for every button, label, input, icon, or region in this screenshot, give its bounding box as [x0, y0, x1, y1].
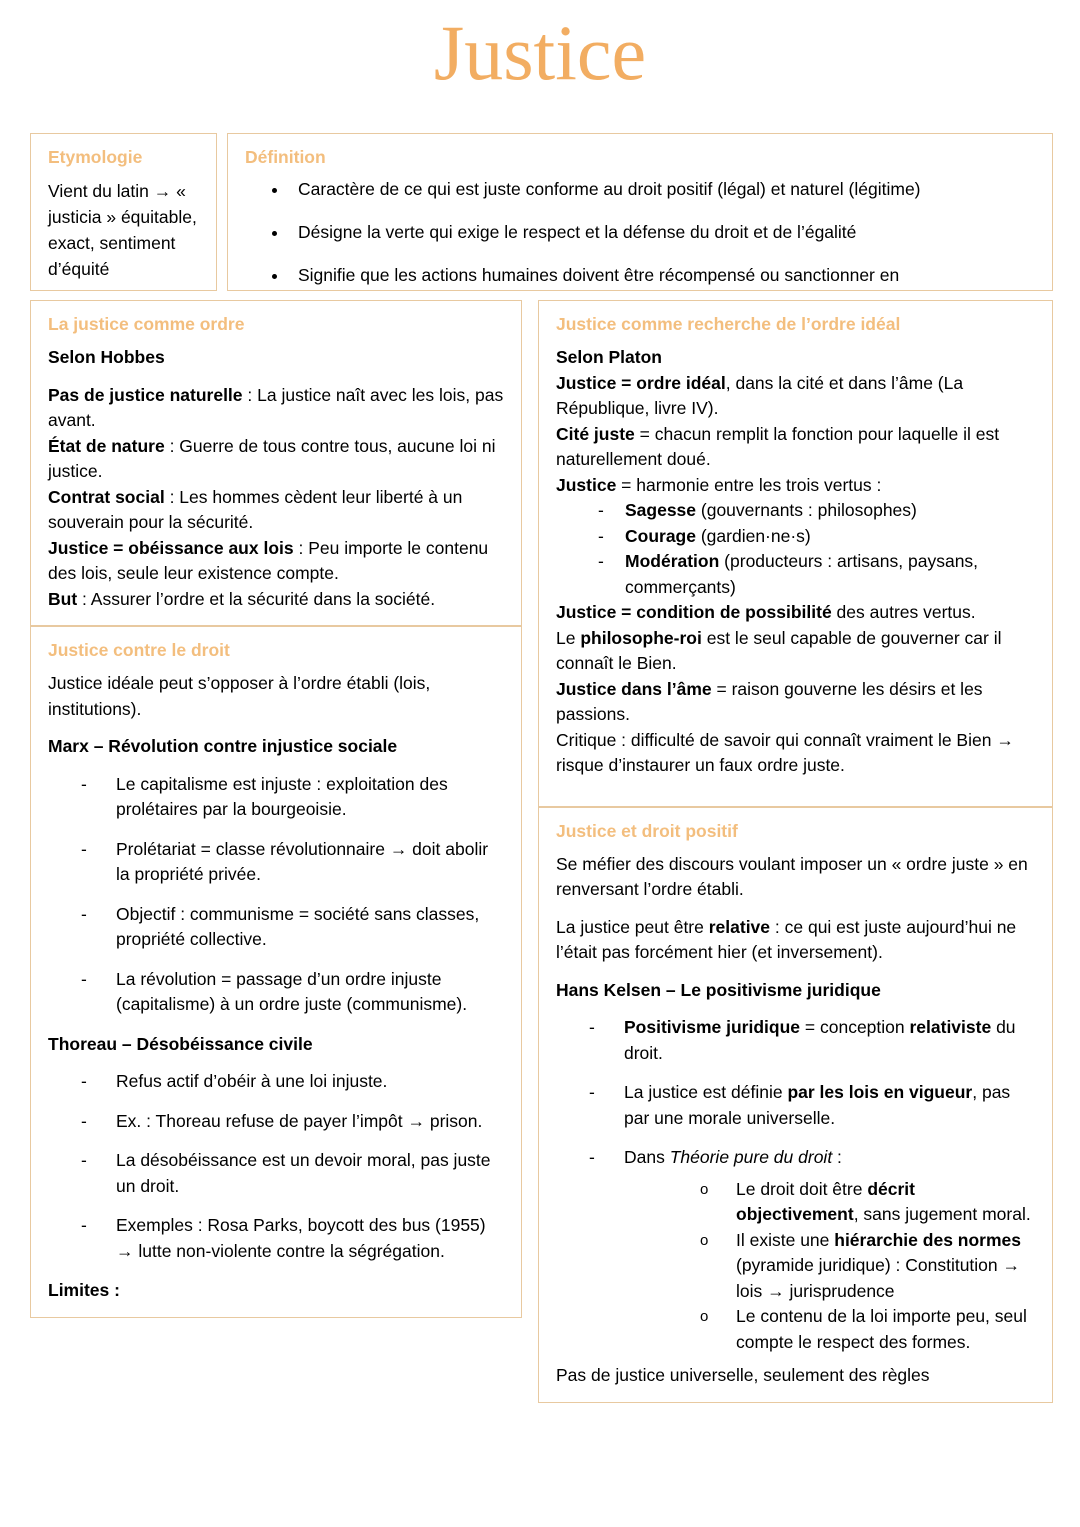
marx-bullet-list	[48, 772, 505, 1018]
hobbes-line-text: : Assurer l’ordre et la sécurité dans la société.	[77, 588, 436, 609]
platon-line-5-pre: Le	[556, 627, 581, 648]
vertu-label: Sagesse	[625, 500, 697, 520]
kelsen-bullet-list	[556, 1015, 1036, 1355]
justice-contre-intro: Justice idéale peut s’opposer à l’ordre établi (lois, institutions).	[48, 673, 431, 719]
platon-line-5-text: est le seul capable de gouverner car il connaît le Bien.	[556, 627, 1002, 673]
bullet-2-label: par les lois en vigueur	[787, 1082, 973, 1102]
hobbes-line-label: Justice = obéissance aux lois	[48, 537, 294, 558]
para-2-label: relative	[708, 916, 771, 937]
selon-platon-subheading: Selon Platon	[556, 347, 662, 367]
list-item: - Objectif : communisme = société sans classes, propriété collective.	[76, 902, 505, 953]
droit-positif-heading: Justice et droit positif	[556, 820, 738, 841]
bullet-2-post: , pas par une morale universelle.	[624, 1082, 1011, 1128]
platon-line-5	[556, 626, 1036, 677]
list-item: - La désobéissance est un devoir moral, pas juste un droit.	[76, 1148, 505, 1199]
top-row	[30, 133, 1053, 291]
list-item: - Exemples : Rosa Parks, boycott des bus (1955) → lutte non-violente contre la ségrégation.	[76, 1213, 505, 1264]
sub-bullet-bold: décrit objectivement	[736, 1178, 915, 1224]
justice-comme-ordre-card	[30, 300, 522, 626]
droit-positif-closing: Pas de justice universelle, seulement des règles	[556, 1365, 930, 1385]
page-title: Justice	[433, 9, 647, 96]
droit-positif-para-1: Se méfier des discours voulant imposer un « ordre juste » en renversant l’ordre établi.	[556, 853, 1028, 899]
platon-line-2	[556, 422, 1036, 473]
platon-line-1-label: Justice = ordre idéal	[556, 372, 726, 393]
hobbes-line	[48, 434, 505, 485]
sub-bullet-pre: Il existe une	[736, 1229, 835, 1250]
hobbes-line	[48, 587, 505, 613]
limites-label: Limites :	[48, 1280, 120, 1300]
sub-bullet-post: (pyramide juridique) : Constitution → lois → jurisprudence	[736, 1255, 1021, 1301]
hobbes-line	[48, 485, 505, 536]
bullet-1-post: du droit.	[624, 1017, 1016, 1063]
droit-positif-para-2	[556, 915, 1036, 966]
vertu-text: (producteurs : artisans, paysans, commerçants)	[625, 551, 979, 597]
vertu-text: (gardien·ne·s)	[695, 525, 811, 546]
sub-bullet-pre: Le droit doit être	[736, 1178, 868, 1199]
bullet-1-label2: relativiste	[909, 1017, 992, 1037]
right-column	[538, 300, 1053, 1403]
sub-bullet-post: , sans jugement moral.	[853, 1204, 1031, 1224]
definition-card	[227, 133, 1053, 291]
list-item	[584, 498, 1036, 524]
hobbes-lines	[48, 383, 505, 613]
justice-comme-ordre-heading: La justice comme ordre	[48, 314, 245, 334]
platon-line-6-text: = raison gouverne les désirs et les passions.	[556, 678, 983, 724]
hobbes-line	[48, 536, 505, 587]
platon-line-2-label: Cité juste	[556, 423, 635, 444]
list-item: - Prolétariat = classe révolutionnaire → doit abolir la propriété privée.	[76, 837, 505, 888]
hobbes-line	[48, 383, 505, 434]
justice-contre-le-droit-card	[30, 626, 522, 1318]
hobbes-line-text: : Guerre de tous contre tous, aucune loi ni justice.	[48, 435, 496, 481]
platon-line-6-label: Justice dans l’âme	[556, 678, 712, 699]
vertu-label: Modération	[625, 551, 720, 571]
para-2-pre: La justice peut être	[556, 916, 709, 937]
hobbes-line-label: État de nature	[48, 435, 165, 456]
hobbes-line-text: : Peu importe le contenu des lois, seule leur existence compte.	[48, 537, 489, 583]
bullet-3-italic-title: Théorie pure du droit	[669, 1147, 833, 1167]
etymologie-card	[30, 133, 217, 291]
platon-line-2-text: = chacun remplit la fonction pour laquelle il est naturellement doué.	[556, 423, 1000, 469]
sub-bullet-bold: hiérarchie des normes	[834, 1229, 1021, 1250]
bullet-1-mid: = conception	[800, 1017, 910, 1037]
kelsen-sub-bullet-list	[624, 1177, 1036, 1356]
bullet-3-post: :	[832, 1147, 842, 1167]
list-item	[584, 1145, 1036, 1355]
platon-line-1-text: , dans la cité et dans l’âme (La République, livre IV).	[556, 372, 964, 418]
list-item: - Le capitalisme est injuste : exploitation des prolétaires par la bourgeoisie.	[76, 772, 505, 823]
list-item	[694, 1304, 1036, 1355]
ordre-ideal-card	[538, 300, 1053, 807]
bullet-2-pre: La justice est définie	[624, 1082, 788, 1102]
sub-bullet-pre: Le contenu de la loi importe peu, seul compte le respect des formes.	[736, 1306, 1027, 1352]
list-item	[584, 1015, 1036, 1066]
hobbes-line-text: : Les hommes cèdent leur liberté à un souverain pour la sécurité.	[48, 486, 463, 532]
list-item: - La révolution = passage d’un ordre injuste (capitalisme) à un ordre juste (communisme).	[76, 967, 505, 1018]
ordre-ideal-heading: Justice comme recherche de l’ordre idéal	[556, 314, 901, 334]
list-item: • Caractère de ce qui est juste conforme au droit positif (légal) et naturel (légitime)	[289, 178, 1038, 200]
platon-critique: Critique : difficulté de savoir qui connaît vraiment le Bien → risque d’instaurer un faux ordre juste.	[556, 729, 1014, 775]
list-item: - Refus actif d’obéir à une loi injuste.	[76, 1069, 505, 1095]
list-item: - Ex. : Thoreau refuse de payer l’impôt → prison.	[76, 1109, 505, 1135]
platon-line-4-text: des autres vertus.	[831, 602, 976, 622]
list-item	[584, 1080, 1036, 1131]
platon-line-3-label: Justice	[556, 474, 617, 495]
thoreau-subheading: Thoreau – Désobéissance civile	[48, 1033, 313, 1054]
hobbes-line-label: Contrat social	[48, 486, 165, 507]
selon-hobbes-subheading: Selon Hobbes	[48, 347, 165, 367]
bullet-3-pre: Dans	[624, 1147, 670, 1167]
definition-heading: Définition	[245, 147, 326, 167]
platon-line-3	[556, 473, 1036, 499]
vertus-list	[556, 498, 1036, 600]
left-column	[30, 300, 522, 1318]
list-item	[694, 1177, 1036, 1228]
hobbes-line-label: But	[48, 588, 78, 609]
hobbes-line-text: : La justice naît avec les lois, pas avant.	[48, 384, 504, 430]
definition-list	[245, 178, 1038, 286]
list-item	[584, 524, 1036, 550]
platon-line-6	[556, 677, 1036, 728]
platon-line-3-text: = harmonie entre les trois vertus :	[616, 474, 882, 495]
list-item	[694, 1228, 1036, 1305]
vertu-label: Courage	[625, 525, 696, 546]
etymologie-text: Vient du latin → « justicia » équitable, exact, sentiment d’équité	[48, 181, 197, 279]
droit-positif-card	[538, 807, 1053, 1403]
kelsen-subheading: Hans Kelsen – Le positivisme juridique	[556, 979, 881, 1000]
list-item: • Désigne la verte qui exige le respect et la défense du droit et de l’égalité	[289, 221, 1038, 243]
thoreau-bullet-list	[48, 1069, 505, 1264]
platon-line-4-label: Justice = condition de possibilité	[556, 602, 832, 622]
platon-line-1	[556, 371, 1036, 422]
etymologie-heading: Etymologie	[48, 147, 143, 167]
justice-contre-le-droit-heading: Justice contre le droit	[48, 640, 230, 660]
vertu-text: (gouvernants : philosophes)	[696, 500, 917, 520]
platon-line-5-label: philosophe-roi	[580, 627, 702, 648]
marx-subheading: Marx – Révolution contre injustice sociale	[48, 736, 398, 756]
para-2-post: : ce qui est juste aujourd’hui ne l’était pas forcément hier (et inversement).	[556, 916, 1017, 962]
hobbes-line-label: Pas de justice naturelle	[48, 384, 243, 405]
list-item: • Signifie que les actions humaines doivent être récompensé ou sanctionner en	[289, 264, 1038, 286]
bullet-1-label: Positivisme juridique	[624, 1017, 801, 1037]
list-item	[584, 549, 1036, 600]
platon-line-4	[556, 600, 1036, 626]
